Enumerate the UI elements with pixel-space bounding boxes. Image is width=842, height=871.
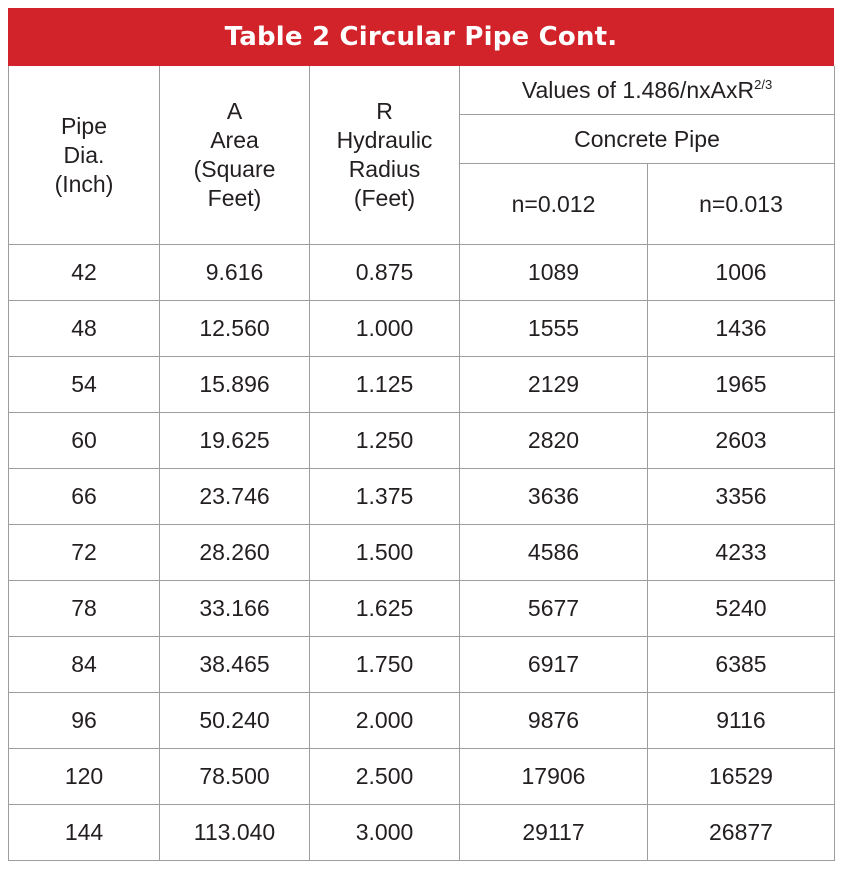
table-row	[9, 413, 835, 469]
cell-radius: 1.500	[310, 525, 460, 581]
cell-n-0013: 5240	[648, 581, 835, 637]
cell-pipe-dia: 84	[9, 637, 160, 693]
table-row	[9, 749, 835, 805]
table-title: Table 2 Circular Pipe Cont.	[8, 8, 834, 66]
cell-n-0012: 29117	[460, 805, 648, 861]
cell-radius: 1.125	[310, 357, 460, 413]
header-n-0013: n=0.013	[648, 164, 835, 245]
cell-area: 33.166	[160, 581, 310, 637]
cell-n-0012: 17906	[460, 749, 648, 805]
header-area-line: Area	[210, 127, 259, 153]
cell-area: 9.616	[160, 245, 310, 301]
table-row	[9, 301, 835, 357]
cell-n-0013: 4233	[648, 525, 835, 581]
cell-n-0012: 4586	[460, 525, 648, 581]
cell-n-0013: 6385	[648, 637, 835, 693]
header-values-exponent: 2/3	[754, 76, 773, 92]
header-pipe-dia	[9, 66, 160, 245]
cell-area: 19.625	[160, 413, 310, 469]
cell-n-0012: 1555	[460, 301, 648, 357]
header-area-line: A	[226, 98, 243, 124]
header-pipe-dia-line: Dia.	[63, 141, 105, 168]
cell-n-0013: 2603	[648, 413, 835, 469]
cell-n-0012: 3636	[460, 469, 648, 525]
cell-pipe-dia: 48	[9, 301, 160, 357]
cell-radius: 1.375	[310, 469, 460, 525]
cell-pipe-dia: 60	[9, 413, 160, 469]
cell-n-0012: 9876	[460, 693, 648, 749]
header-pipe-dia-line: Pipe	[60, 112, 108, 139]
table-row	[9, 693, 835, 749]
cell-n-0012: 2129	[460, 357, 648, 413]
cell-radius: 0.875	[310, 245, 460, 301]
cell-n-0013: 1436	[648, 301, 835, 357]
cell-radius: 1.250	[310, 413, 460, 469]
cell-area: 38.465	[160, 637, 310, 693]
header-radius-line: (Feet)	[353, 185, 416, 211]
header-values	[460, 66, 835, 115]
header-area	[160, 66, 310, 245]
cell-n-0013: 1006	[648, 245, 835, 301]
header-area-line: Feet)	[207, 185, 262, 211]
cell-n-0013: 9116	[648, 693, 835, 749]
cell-pipe-dia: 42	[9, 245, 160, 301]
table-row	[9, 469, 835, 525]
header-radius-line: Hydraulic	[336, 127, 433, 153]
cell-area: 12.560	[160, 301, 310, 357]
cell-area: 50.240	[160, 693, 310, 749]
cell-area: 15.896	[160, 357, 310, 413]
cell-radius: 1.750	[310, 637, 460, 693]
cell-n-0012: 6917	[460, 637, 648, 693]
table-row	[9, 357, 835, 413]
table-row	[9, 525, 835, 581]
pipe-table	[8, 66, 835, 861]
cell-pipe-dia: 54	[9, 357, 160, 413]
cell-n-0012: 2820	[460, 413, 648, 469]
cell-n-0012: 1089	[460, 245, 648, 301]
cell-pipe-dia: 144	[9, 805, 160, 861]
header-values-label: Values of 1.486/nxAxR	[521, 76, 755, 103]
table-row	[9, 245, 835, 301]
cell-radius: 3.000	[310, 805, 460, 861]
cell-n-0013: 16529	[648, 749, 835, 805]
cell-pipe-dia: 72	[9, 525, 160, 581]
cell-n-0012: 5677	[460, 581, 648, 637]
table-row	[9, 805, 835, 861]
header-n-0012: n=0.012	[460, 164, 648, 245]
header-concrete-pipe: Concrete Pipe	[460, 115, 835, 164]
cell-radius: 1.000	[310, 301, 460, 357]
cell-pipe-dia: 78	[9, 581, 160, 637]
header-area-line: (Square	[193, 156, 276, 182]
cell-pipe-dia: 120	[9, 749, 160, 805]
header-row	[9, 66, 835, 115]
header-radius-line: Radius	[348, 156, 421, 182]
cell-pipe-dia: 66	[9, 469, 160, 525]
cell-area: 113.040	[160, 805, 310, 861]
table-row	[9, 581, 835, 637]
cell-radius: 1.625	[310, 581, 460, 637]
cell-area: 23.746	[160, 469, 310, 525]
table-row	[9, 637, 835, 693]
cell-area: 78.500	[160, 749, 310, 805]
header-pipe-dia-line: (Inch)	[54, 170, 114, 197]
cell-area: 28.260	[160, 525, 310, 581]
cell-n-0013: 26877	[648, 805, 835, 861]
cell-n-0013: 1965	[648, 357, 835, 413]
header-radius	[310, 66, 460, 245]
cell-n-0013: 3356	[648, 469, 835, 525]
pipe-table-card	[8, 8, 834, 861]
cell-radius: 2.500	[310, 749, 460, 805]
cell-pipe-dia: 96	[9, 693, 160, 749]
table-body	[9, 245, 835, 861]
cell-radius: 2.000	[310, 693, 460, 749]
header-radius-line: R	[376, 98, 393, 124]
